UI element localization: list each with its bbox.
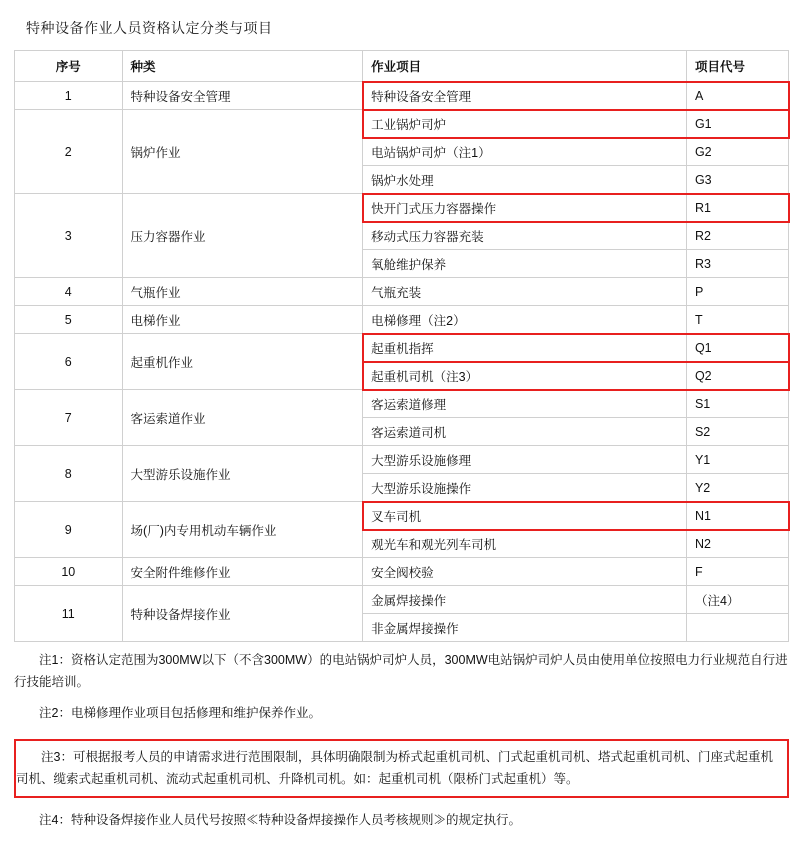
cell-code: G2 bbox=[686, 138, 788, 166]
cell-item: 安全阀校验 bbox=[363, 558, 687, 586]
column-header-code: 项目代号 bbox=[686, 51, 788, 82]
cell-no: 5 bbox=[15, 306, 123, 334]
table-row bbox=[15, 110, 789, 138]
table-body bbox=[15, 82, 789, 642]
cell-code: Q1 bbox=[686, 334, 788, 362]
table-row bbox=[15, 390, 789, 418]
cell-code: （注4） bbox=[686, 586, 788, 614]
cell-no: 9 bbox=[15, 502, 123, 558]
cell-code: G1 bbox=[686, 110, 788, 138]
cell-code: G3 bbox=[686, 166, 788, 194]
cell-kind: 气瓶作业 bbox=[122, 278, 363, 306]
cell-item: 非金属焊接操作 bbox=[363, 614, 687, 642]
cell-code: N2 bbox=[686, 530, 788, 558]
cell-kind: 特种设备安全管理 bbox=[122, 82, 363, 110]
cell-code: Y1 bbox=[686, 446, 788, 474]
page-title: 特种设备作业人员资格认定分类与项目 bbox=[26, 20, 273, 36]
cell-item: 电站锅炉司炉（注1） bbox=[363, 138, 687, 166]
cell-code: T bbox=[686, 306, 788, 334]
table-row bbox=[15, 82, 789, 110]
note-paragraph: 注3：可根据报考人员的申请需求进行范围限制，具体明确限制为桥式起重机司机、门式起重机司机、塔式起重机司机、门座式起重机司机、缆索式起重机司机、流动式起重机司机、升降机司机。如：起重机司机（限桥门式起重机）等。 bbox=[14, 739, 789, 799]
cell-no: 1 bbox=[15, 82, 123, 110]
cell-item: 锅炉水处理 bbox=[363, 166, 687, 194]
cell-no: 10 bbox=[15, 558, 123, 586]
cell-no: 11 bbox=[15, 586, 123, 642]
table-row bbox=[15, 278, 789, 306]
cell-kind: 安全附件维修作业 bbox=[122, 558, 363, 586]
cell-code: R1 bbox=[686, 194, 788, 222]
cell-item: 大型游乐设施修理 bbox=[363, 446, 687, 474]
cell-code: Q2 bbox=[686, 362, 788, 390]
cell-item: 观光车和观光列车司机 bbox=[363, 530, 687, 558]
cell-code: R3 bbox=[686, 250, 788, 278]
cell-no: 4 bbox=[15, 278, 123, 306]
table-row bbox=[15, 586, 789, 614]
cell-kind: 特种设备焊接作业 bbox=[122, 586, 363, 642]
cell-code: R2 bbox=[686, 222, 788, 250]
cell-item: 快开门式压力容器操作 bbox=[363, 194, 687, 222]
cell-kind: 场(厂)内专用机动车辆作业 bbox=[122, 502, 363, 558]
cell-kind: 大型游乐设施作业 bbox=[122, 446, 363, 502]
table-header-row bbox=[15, 51, 789, 82]
table-row bbox=[15, 334, 789, 362]
cell-kind: 电梯作业 bbox=[122, 306, 363, 334]
cell-item: 氧舱维护保养 bbox=[363, 250, 687, 278]
cell-no: 8 bbox=[15, 446, 123, 502]
note-paragraph: 注2：电梯修理作业项目包括修理和维护保养作业。 bbox=[39, 705, 321, 720]
cell-item: 工业锅炉司炉 bbox=[363, 110, 687, 138]
cell-item: 叉车司机 bbox=[363, 502, 687, 530]
table-row bbox=[15, 194, 789, 222]
cell-code: S1 bbox=[686, 390, 788, 418]
cell-item: 移动式压力容器充装 bbox=[363, 222, 687, 250]
column-header-kind: 种类 bbox=[122, 51, 363, 82]
cell-item: 客运索道修理 bbox=[363, 390, 687, 418]
cell-code: S2 bbox=[686, 418, 788, 446]
cell-kind: 压力容器作业 bbox=[122, 194, 363, 278]
cell-item: 电梯修理（注2） bbox=[363, 306, 687, 334]
table-row bbox=[15, 306, 789, 334]
cell-item: 特种设备安全管理 bbox=[363, 82, 687, 110]
cell-code: P bbox=[686, 278, 788, 306]
cell-item: 金属焊接操作 bbox=[363, 586, 687, 614]
column-header-item: 作业项目 bbox=[363, 51, 687, 82]
cell-no: 3 bbox=[15, 194, 123, 278]
note-paragraph: 注4：特种设备焊接作业人员代号按照≪特种设备焊接操作人员考核规则≫的规定执行。 bbox=[39, 813, 521, 828]
cell-code bbox=[686, 614, 788, 642]
cell-item: 气瓶充装 bbox=[363, 278, 687, 306]
cell-kind: 锅炉作业 bbox=[122, 110, 363, 194]
cell-code: A bbox=[686, 82, 788, 110]
cell-item: 客运索道司机 bbox=[363, 418, 687, 446]
cell-no: 2 bbox=[15, 110, 123, 194]
table-row bbox=[15, 446, 789, 474]
table-row bbox=[15, 558, 789, 586]
table-header bbox=[15, 51, 789, 82]
table-row bbox=[15, 502, 789, 530]
qualification-table bbox=[14, 50, 789, 642]
cell-item: 起重机司机（注3） bbox=[363, 362, 687, 390]
cell-no: 7 bbox=[15, 390, 123, 446]
cell-code: Y2 bbox=[686, 474, 788, 502]
cell-kind: 客运索道作业 bbox=[122, 390, 363, 446]
cell-code: F bbox=[686, 558, 788, 586]
note-paragraph: 注1：资格认定范围为300MW以下（不含300MW）的电站锅炉司炉人员，300MW电站锅炉司炉人员由使用单位按照电力行业规范自行进行技能培训。 bbox=[14, 653, 788, 689]
cell-kind: 起重机作业 bbox=[122, 334, 363, 390]
notes-section bbox=[14, 650, 789, 832]
cell-code: N1 bbox=[686, 502, 788, 530]
cell-item: 大型游乐设施操作 bbox=[363, 474, 687, 502]
cell-no: 6 bbox=[15, 334, 123, 390]
cell-item: 起重机指挥 bbox=[363, 334, 687, 362]
column-header-no: 序号 bbox=[15, 51, 123, 82]
